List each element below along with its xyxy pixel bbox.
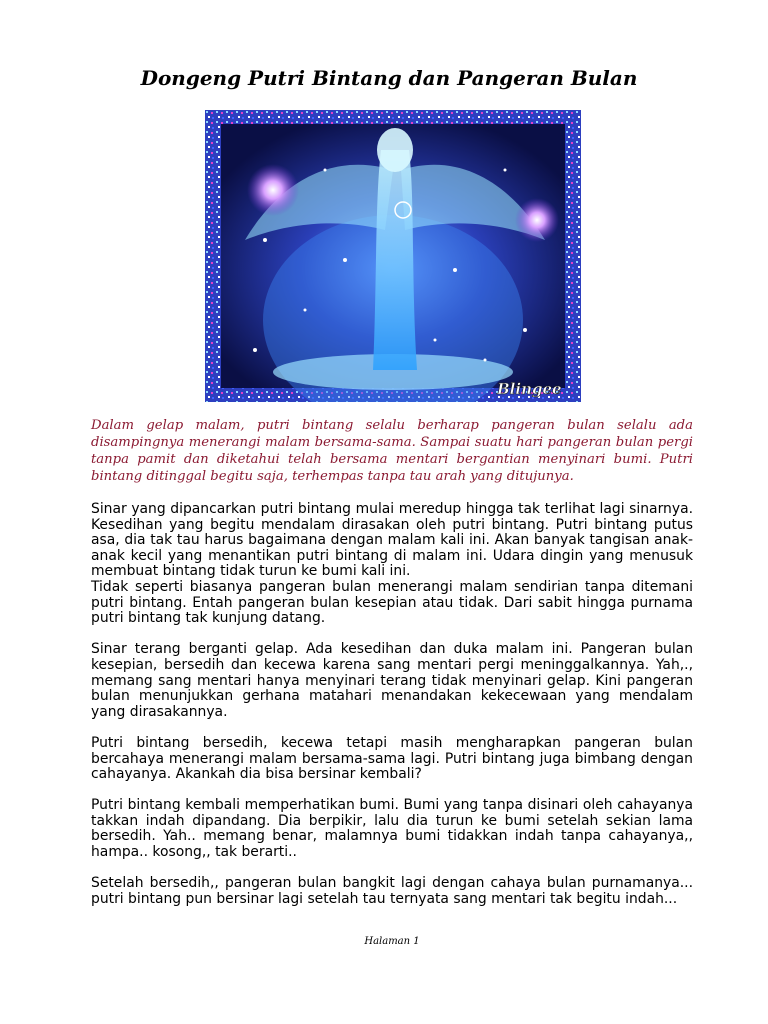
intro-paragraph: Dalam gelap malam, putri bintang selalu berharap pangeran bulan selalu ada disampingnya menerangi malam bersama-sama. Sampai suatu hari pangeran bulan pergi tanpa pamit dan diketahui telah bersama mentari bergantian menyinari bumi. Putri bintang ditinggal begitu saja, terhempas tanpa tau arah yang ditujunya. [91,418,693,484]
story-paragraph: Tidak seperti biasanya pangeran bulan menerangi malam sendirian tanpa ditemani putri bintang. Entah pangeran bulan kesepian atau tidak. Dari sabit hingga purnama putri bintang tak kunjung datang. [91,578,693,627]
story-paragraph: Putri bintang bersedih, kecewa tetapi masih mengharapkan pangeran bulan bercahaya menerangi malam bersama-sama lagi. Putri bintang juga bimbang dengan cahayanya. Akankah dia bisa bersinar kembali? [91,734,693,783]
fairy-star-illustration [205,110,581,402]
story-paragraph: Setelah bersedih,, pangeran bulan bangkit lagi dengan cahaya bulan purnamanya... putri bintang pun bersinar lagi setelah tau ternyata sang mentari tak begitu indah... [91,875,693,907]
image-watermark: Blingee [497,380,562,398]
story-paragraph: Sinar terang berganti gelap. Ada kesedihan dan duka malam ini. Pangeran bulan kesepian, bersedih dan kecewa karena sang mentari pergi meninggalkannya. Yah,., memang sang mentari hanya menyinari terang tidak menyinari gelap. Kini pangeran bulan menunjukkan gerhana matahari menandakan kekecewaan yang mendalam yang dirasakannya. [91,641,693,720]
story-paragraph: Putri bintang kembali memperhatikan bumi. Bumi yang tanpa disinari oleh cahayanya takkan indah dipandang. Dia berpikir, lalu dia turun ke bumi setelah sekian lama bersedih. Yah.. memang benar, malamnya bumi tidakkan indah tanpa cahayanya,, hampa.. kosong,, tak berarti.. [91,797,693,861]
story-body [91,502,693,923]
page-footer: Halaman 1 [364,936,420,947]
story-paragraph: Sinar yang dipancarkan putri bintang mulai meredup hingga tak terlihat lagi sinarnya. Kesedihan yang begitu mendalam dirasakan oleh putri bintang. Putri bintang putus asa, dia tak tau harus bagaimana dengan malam kali ini. Akan banyak tangisan anak-anak kecil yang menantikan putri bintang di malam ini. Udara dingin yang menusuk membuat bintang tidak turun ke bumi kali ini. [91,501,693,580]
document-title: Dongeng Putri Bintang dan Pangeran Bulan [140,66,638,90]
